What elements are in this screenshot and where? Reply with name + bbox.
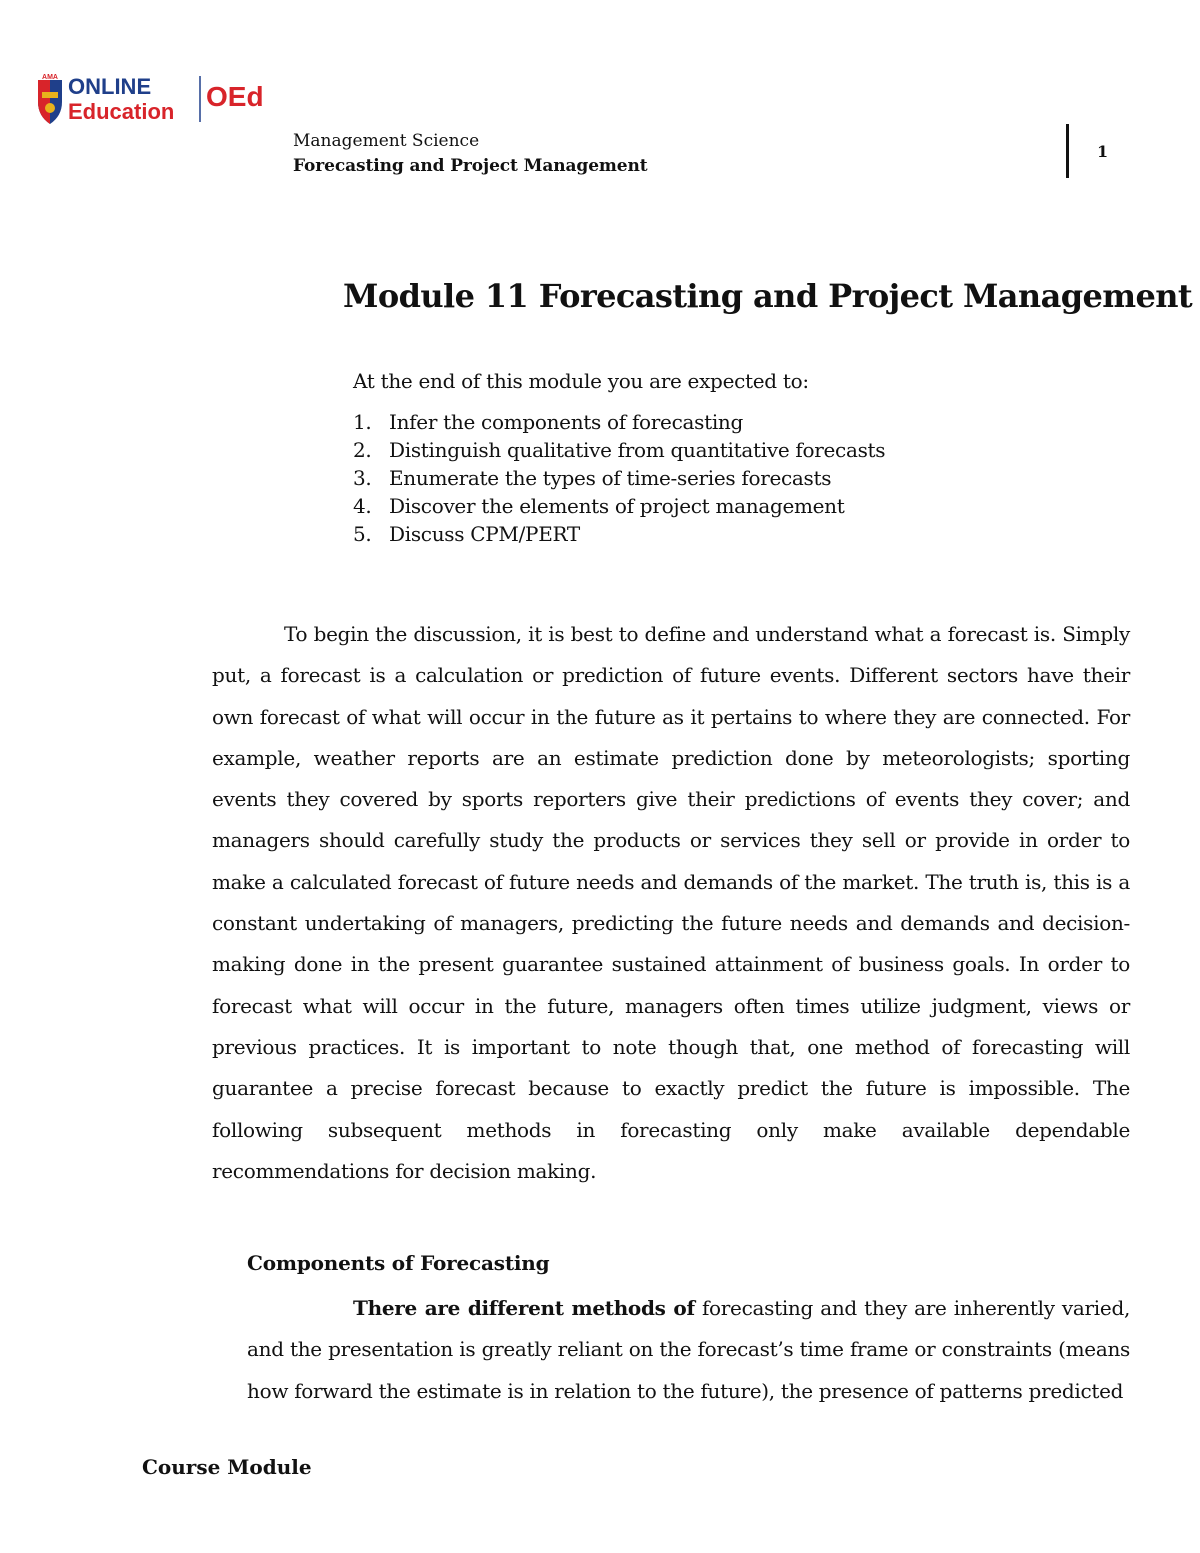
list-item bbox=[353, 408, 885, 436]
list-number: 3. bbox=[353, 466, 372, 490]
footer-label: Course Module bbox=[142, 1455, 312, 1479]
list-number: 1. bbox=[353, 410, 372, 434]
intro-paragraph: To begin the discussion, it is best to define and understand what a forecast is. Simply put, a forecast is a calculation or prediction of future events. Different sectors have their own forecast of what will occur in the future as it pertains to where they are connected. For example, weather reports are an estimate prediction done by meteorologists; sporting events they covered by sports reporters give their predictions of events they cover; and managers should carefully study the products or services they sell or provide in order to make a calculated forecast of future needs and demands of the market. The truth is, this is a constant undertaking of managers, predicting the future needs and demands and decision-making done in the present guarantee sustained attainment of business goals. In order to forecast what will occur in the future, managers often times utilize judgment, views or previous practices. It is important to note though that, one method of forecasting will guarantee a precise forecast because to exactly predict the future is impossible. The following subsequent methods in forecasting only make available dependable recommendations for decision making. bbox=[212, 622, 1130, 1183]
section-body-text: forecasting and they are inherently varied, and the presentation is greatly reliant on the forecast’s time frame or constraints (means how forward the estimate is in relation to the future), the presence of patterns predicted bbox=[247, 1296, 1131, 1403]
section-heading: Components of Forecasting bbox=[247, 1251, 550, 1275]
list-item bbox=[353, 464, 885, 492]
list-text: Infer the components of forecasting bbox=[389, 410, 744, 434]
list-text: Discover the elements of project management bbox=[389, 494, 845, 518]
running-header bbox=[293, 129, 648, 179]
list-number: 2. bbox=[353, 438, 372, 462]
section-lead-text: There are different methods of bbox=[353, 1296, 695, 1320]
page-title: Module 11 Forecasting and Project Management bbox=[343, 277, 1193, 315]
list-number: 5. bbox=[353, 522, 372, 546]
list-text: Enumerate the types of time-series forecasts bbox=[389, 466, 832, 490]
section-paragraph bbox=[247, 1288, 1130, 1412]
logo-graphic bbox=[36, 72, 276, 128]
list-item bbox=[353, 492, 885, 520]
module-subtitle: Forecasting and Project Management bbox=[293, 156, 648, 176]
logo-oed-text: OEd bbox=[206, 81, 264, 112]
list-item bbox=[353, 520, 885, 548]
shield-icon bbox=[38, 74, 62, 124]
objectives-list bbox=[353, 408, 885, 548]
logo-online-text: ONLINE bbox=[68, 74, 152, 99]
page-number: 1 bbox=[1097, 142, 1109, 161]
header-divider bbox=[1066, 124, 1069, 178]
logo-education-text: Education bbox=[68, 99, 175, 124]
list-number: 4. bbox=[353, 494, 372, 518]
course-name: Management Science bbox=[293, 131, 480, 151]
svg-text:AMA: AMA bbox=[42, 74, 58, 81]
list-text: Discuss CPM/PERT bbox=[389, 522, 580, 546]
objectives-intro: At the end of this module you are expected to: bbox=[353, 369, 809, 393]
list-text: Distinguish qualitative from quantitative forecasts bbox=[389, 438, 886, 462]
online-education-logo bbox=[36, 72, 276, 128]
list-item bbox=[353, 436, 885, 464]
